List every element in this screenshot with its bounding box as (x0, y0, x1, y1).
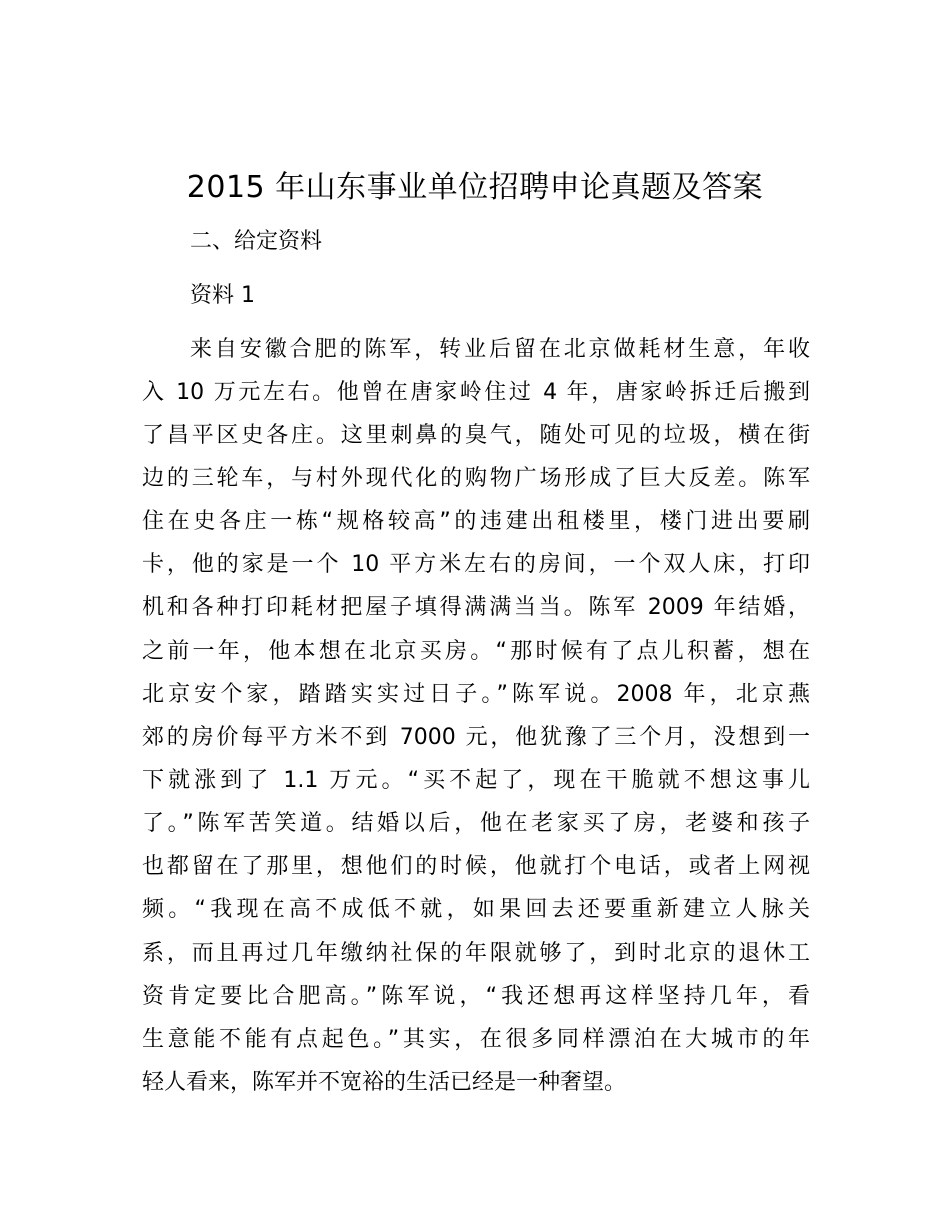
paragraph-line: 边的三轮车，与村外现代化的购物广场形成了巨大反差。陈军 (142, 466, 810, 491)
paragraph-line: 也都留在了那里，想他们的时候，他就打个电话，或者上网视 (142, 854, 810, 879)
paragraph-line: 下就涨到了 1.1 万元。“买不起了，现在干脆就不想这事儿 (142, 768, 810, 793)
paragraph-line: 频。“我现在高不成低不就，如果回去还要重新建立人脉关 (142, 897, 810, 922)
paragraph-line: 之前一年，他本想在北京买房。“那时候有了点儿积蓄，想在 (142, 639, 810, 664)
paragraph-line: 资肯定要比合肥高。”陈军说，“我还想再这样坚持几年，看 (142, 984, 810, 1009)
paragraph-line: 了昌平区史各庄。这里刺鼻的臭气，随处可见的垃圾，横在街 (142, 423, 810, 448)
paragraph-line: 轻人看来，陈军并不宽裕的生活已经是一种奢望。 (142, 1070, 627, 1095)
paragraph-line: 生意能不能有点起色。”其实，在很多同样漂泊在大城市的年 (142, 1027, 810, 1052)
paragraph-line: 了。”陈军苦笑道。结婚以后，他在老家买了房，老婆和孩子 (142, 811, 810, 836)
paragraph-line: 北京安个家，踏踏实实过日子。”陈军说。2008 年，北京燕 (142, 682, 810, 707)
paragraph-line: 来自安徽合肥的陈军，转业后留在北京做耗材生意，年收 (190, 337, 810, 362)
paragraph-line: 系，而且再过几年缴纳社保的年限就够了，到时北京的退休工 (142, 941, 810, 966)
material-label: 资料 1 (190, 283, 255, 308)
section-heading: 二、给定资料 (190, 229, 323, 254)
paragraph-line: 入 10 万元左右。他曾在唐家岭住过 4 年，唐家岭拆迁后搬到 (142, 380, 810, 405)
paragraph-line: 机和各种打印耗材把屋子填得满满当当。陈军 2009 年结婚， (142, 595, 810, 620)
paragraph-line: 卡，他的家是一个 10 平方米左右的房间，一个双人床，打印 (142, 552, 810, 577)
paragraph-line: 郊的房价每平方米不到 7000 元，他犹豫了三个月，没想到一 (142, 725, 810, 750)
paragraph-line: 住在史各庄一栋“规格较高”的违建出租楼里，楼门进出要刷 (142, 509, 810, 534)
document-title: 2015 年山东事业单位招聘申论真题及答案 (186, 170, 764, 205)
